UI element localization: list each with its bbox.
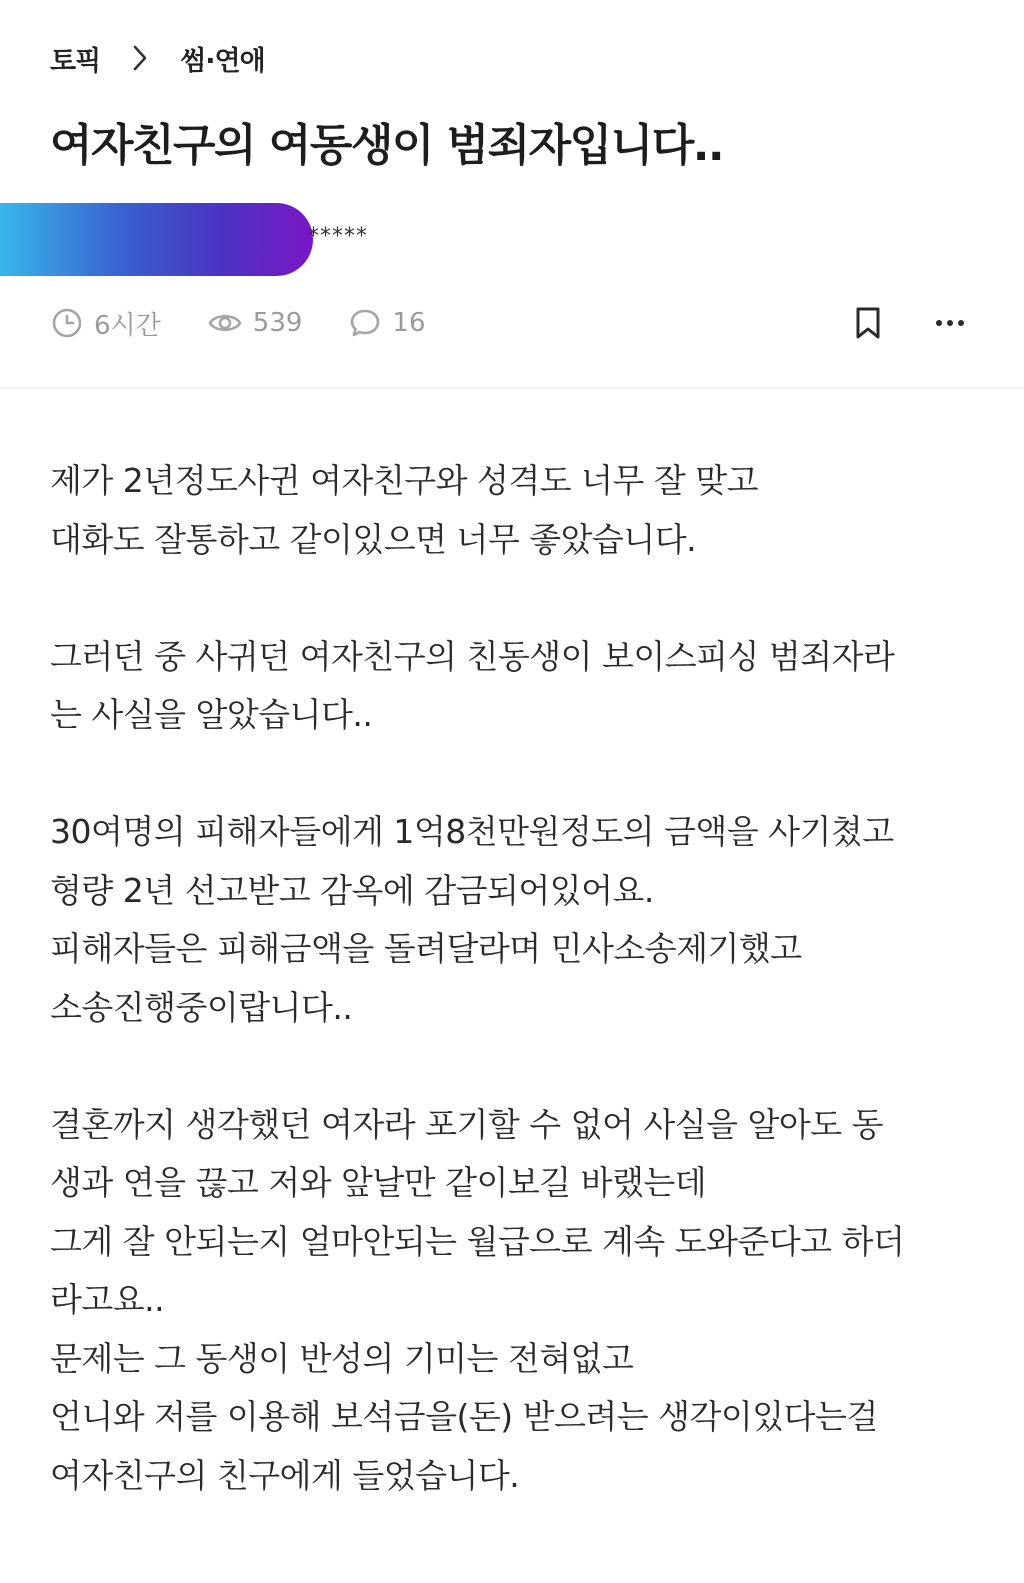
post-title: 여자친구의 여동생이 범죄자입니다.. [50, 120, 724, 171]
post-body [50, 452, 990, 1505]
author-redaction-bar [0, 203, 313, 276]
body-line: 그러던 중 사귀던 여자친구의 친동생이 보이스피싱 범죄자라 [50, 636, 895, 676]
meta-comments[interactable] [348, 306, 425, 340]
meta-time [50, 305, 161, 342]
bookmark-icon [854, 306, 882, 340]
body-line: 소송진행중이랍니다.. [50, 987, 353, 1027]
post-meta [50, 300, 472, 346]
paragraph-break [50, 1037, 990, 1096]
comment-icon [348, 306, 382, 340]
body-line: 는 사실을 알았습니다.. [50, 695, 373, 734]
body-line: 언니와 저를 이용해 보석금을(돈) 받으려는 생각이있다는걸 [50, 1397, 878, 1436]
more-icon [935, 319, 965, 327]
author-name[interactable]: ***** [308, 224, 368, 249]
meta-views-text: 539 [252, 308, 303, 338]
body-line: 결혼까지 생각했던 여자라 포기할 수 없어 사실을 알아도 동 [50, 1104, 883, 1144]
body-line: 형량 2년 선고받고 감옥에 감금되어있어요. [50, 870, 654, 910]
body-line: 피해자들은 피해금액을 돌려달라며 민사소송제기했고 [50, 929, 802, 968]
meta-time-text: 6시간 [94, 310, 161, 341]
meta-views [207, 306, 303, 340]
paragraph-break [50, 745, 990, 804]
body-line: 30여명의 피해자들에게 1억8천만원정도의 금액을 사기쳤고 [50, 812, 894, 851]
divider [0, 387, 1024, 389]
eye-icon [207, 306, 243, 340]
body-line: 생과 연을 끊고 저와 앞날만 같이보길 바랬는데 [50, 1163, 707, 1202]
more-button[interactable] [930, 300, 970, 346]
meta-comments-text: 16 [392, 308, 426, 338]
body-line: 대화도 잘통하고 같이있으면 너무 좋았습니다. [50, 519, 697, 559]
chevron-right-icon [122, 38, 158, 78]
body-line: 문제는 그 동생이 반성의 기미는 전혀없고 [50, 1338, 634, 1378]
bookmark-button[interactable] [848, 300, 888, 346]
body-line: 라고요.. [50, 1280, 165, 1319]
breadcrumb [50, 38, 265, 78]
clock-icon [50, 306, 84, 340]
body-line: 제가 2년정도사귄 여자친구와 성격도 너무 잘 맞고 [50, 461, 758, 500]
breadcrumb-root[interactable]: 토픽 [50, 45, 101, 77]
body-line: 그게 잘 안되는지 얼마안되는 월급으로 계속 도와준다고 하더 [50, 1221, 905, 1261]
body-line: 여자친구의 친구에게 들었습니다. [50, 1455, 520, 1495]
breadcrumb-current[interactable]: 썸·연애 [180, 45, 265, 77]
paragraph-break [50, 569, 990, 628]
post-actions [848, 300, 970, 346]
